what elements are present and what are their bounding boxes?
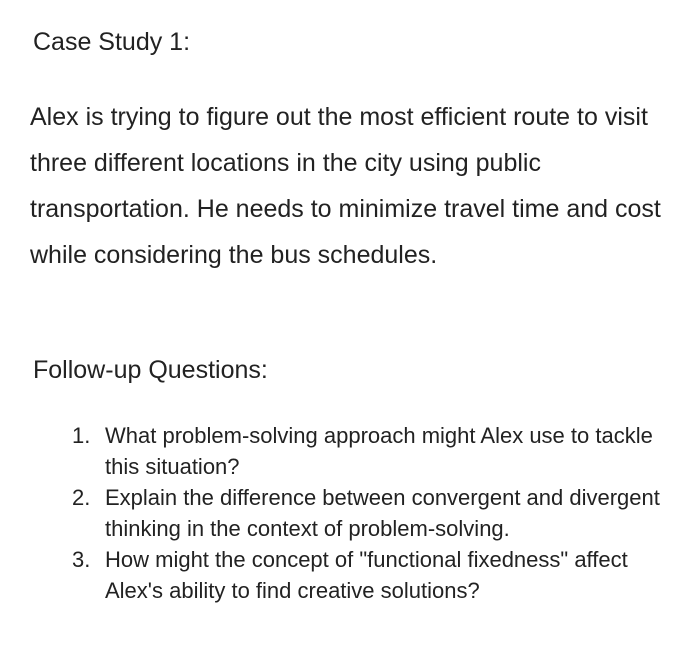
question-text: What problem-solving approach might Alex use to tackle this situation? bbox=[105, 423, 653, 479]
question-text: How might the concept of "functional fixedness" affect Alex's ability to find creative solutions? bbox=[105, 547, 628, 603]
question-number: 2. bbox=[72, 485, 91, 510]
case-study-title: Case Study 1: bbox=[33, 28, 191, 56]
follow-up-question-list bbox=[72, 420, 672, 606]
follow-up-heading: Follow-up Questions: bbox=[33, 356, 268, 384]
question-text: Explain the difference between convergent and divergent thinking in the context of problem-solving. bbox=[105, 485, 660, 541]
question-item bbox=[72, 544, 672, 606]
question-number: 3. bbox=[72, 547, 91, 572]
question-item bbox=[72, 482, 672, 544]
question-number: 1. bbox=[72, 423, 91, 448]
case-study-description: Alex is trying to figure out the most efficient route to visit three different locations in the city using public transportation. He needs to minimize travel time and cost while considering the bus schedules. bbox=[30, 103, 661, 269]
question-item bbox=[72, 420, 672, 482]
